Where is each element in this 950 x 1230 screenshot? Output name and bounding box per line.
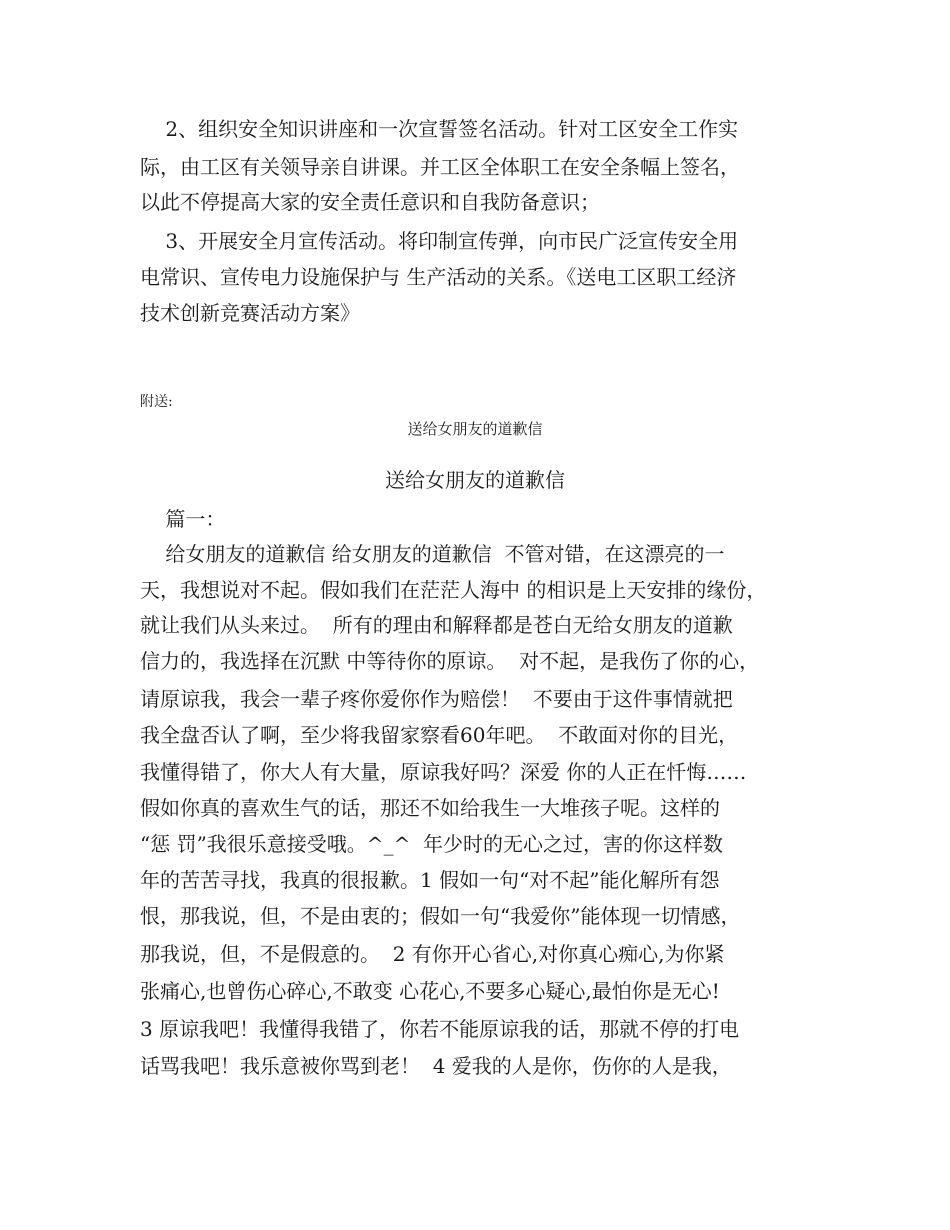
paragraph-line: 我全盘否认了啊，至少将我留家察看60年吧。 不敢面对你的目光， [140,723,739,747]
paragraph-line: 张痛心,也曾伤心碎心,不敢变 心花心,不要多心疑心,最怕你是无心! [140,979,720,1003]
paragraph-line: 那我说，但，不是假意的。 2 有你开心省心,对你真心痴心,为你紧 [140,942,725,966]
paragraph-line: 假如你真的喜欢生气的话，那还不如给我生一大堆孩子呢。这样的 [140,796,720,820]
paragraph-line: “惩 罚”我很乐意接受哦。^_^ 年少时的无心之过，害的你这样数 [140,832,724,856]
paragraph-line: 技术创新竞赛活动方案》 [140,301,360,325]
paragraph-line: 就让我们从头来过。 所有的理由和解释都是苍白无给女朋友的道歉 [140,613,733,637]
paragraph-line: 电常识、宣传电力设施保护与 生产活动的关系。《送电工区职工经济 [140,265,737,289]
paragraph-line: 篇一： [140,507,226,531]
paragraph-line: 话骂我吧！我乐意被你骂到老！ 4 爱我的人是你，伤你的人是我， [140,1054,732,1078]
paragraph-line: 2、组织安全知识讲座和一次宣誓签名活动。针对工区安全工作实 [140,117,739,141]
paragraph-line: 年的苦苦寻找，我真的很报歉。1 假如一句“对不起”能化解所有怨 [140,868,720,892]
paragraph-line: 天，我想说对不起。假如我们在茫茫人海中 的相识是上天安排的缘份， [140,578,767,602]
paragraph-line: 3、开展安全月宣传活动。将印制宣传弹，向市民广泛宣传安全用 [140,229,739,253]
paragraph-line: 以此不停提高大家的安全责任意识和自我防备意识； [140,190,600,214]
paragraph-line: 给女朋友的道歉信 给女朋友的道歉信 不管对错，在这漂亮的一 [140,542,725,566]
paragraph-line: 信力的，我选择在沉默 中等待你的原谅。 对不起，是我伤了你的心， [140,649,760,673]
paragraph-line: 我懂得错了，你大人有大量，原谅我好吗？深爱 你的人正在忏悔…… [140,760,747,784]
paragraph-line: 际，由工区有关领导亲自讲课。并工区全体职工在安全条幅上签名， [140,155,740,179]
appendix-label: 附送: [140,394,173,410]
small-title: 送给女朋友的道歉信 [407,420,543,438]
document-title: 送给女朋友的道歉信 [385,468,565,492]
paragraph-line: 3 原谅我吧！我懂得我错了，你若不能原谅我的话，那就不停的打电 [140,1017,740,1041]
paragraph-line: 恨，那我说，但，不是由衷的；假如一句“我爱你”能体现一切情感， [140,904,741,928]
paragraph-line: 请原谅我，我会一辈子疼你爱你作为赔偿！ 不要由于这件事情就把 [140,687,733,711]
